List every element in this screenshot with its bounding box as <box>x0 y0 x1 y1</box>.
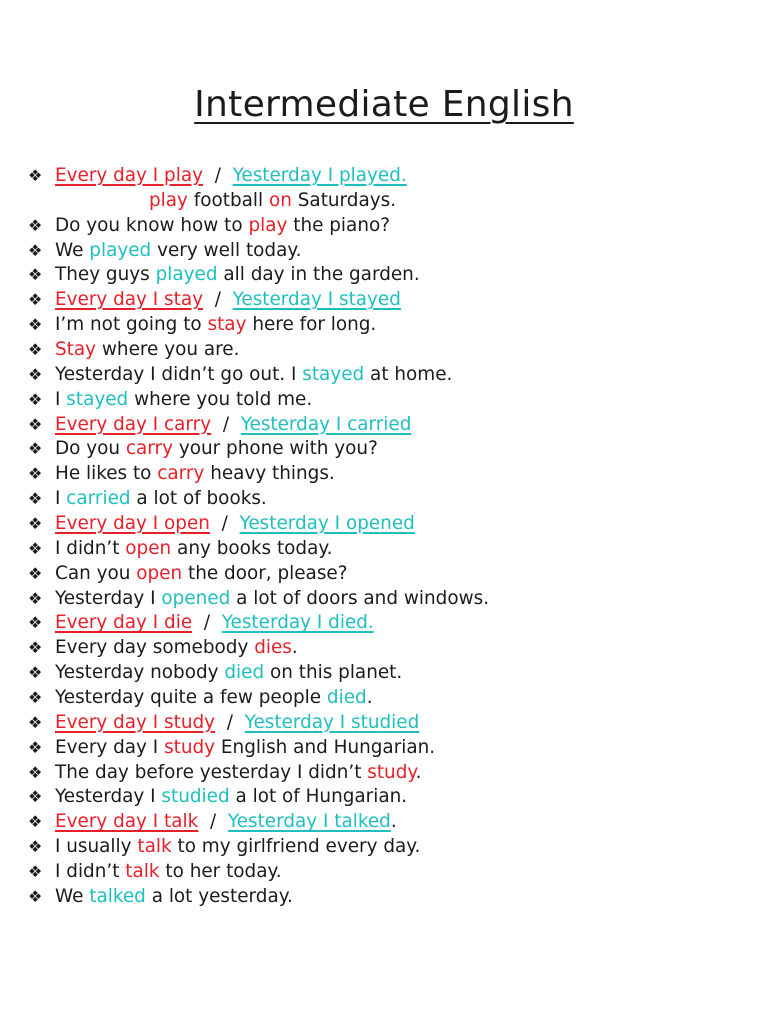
sentence-text <box>55 611 374 636</box>
example-sentence-row <box>28 885 748 910</box>
diamond-bullet-icon: ❖ <box>28 538 43 558</box>
past-verb: Yesterday I stayed <box>232 289 401 311</box>
plain-text: Saturdays. <box>291 189 397 211</box>
example-sentence-row <box>28 736 748 761</box>
plain-text: Every day somebody <box>55 637 255 659</box>
present-verb: Every day I open <box>55 513 210 535</box>
plain-text: a lot yesterday. <box>145 885 293 907</box>
verb-heading-row <box>28 711 748 736</box>
present-verb: Every day I carry <box>55 413 212 435</box>
sentence-text <box>55 487 267 512</box>
sentence-text <box>55 413 411 438</box>
diamond-bullet-icon: ❖ <box>28 613 43 633</box>
plain-text: a lot of doors and windows. <box>230 587 490 609</box>
past-verb: Yesterday I studied <box>244 711 420 733</box>
plain-text: I’m not going to <box>55 314 208 336</box>
example-sentence-row <box>28 363 748 388</box>
present-verb: Every day I study <box>55 711 216 733</box>
plain-text: any books today. <box>171 537 333 559</box>
sentence-text <box>55 885 293 910</box>
plain-text: I didn’t <box>55 537 126 559</box>
verb-heading-row <box>28 512 748 537</box>
past-verb: Yesterday I opened <box>239 513 415 535</box>
example-sentence-row <box>28 785 748 810</box>
sentence-text <box>55 388 312 413</box>
sentence-text <box>55 164 407 189</box>
diamond-bullet-icon: ❖ <box>28 787 43 807</box>
plain-text: Do you <box>55 438 126 460</box>
plain-text: a lot of books. <box>130 488 267 510</box>
sentence-text <box>55 214 390 239</box>
example-sentence-row <box>28 562 748 587</box>
plain-text: Do you know how to <box>55 214 249 236</box>
past-verb: Yesterday I carried <box>240 413 412 435</box>
present-verb: study <box>164 736 216 758</box>
plain-text: . <box>291 637 298 659</box>
plain-text: on this planet. <box>264 662 403 684</box>
plain-text: We <box>55 885 90 907</box>
page-title: Intermediate English <box>194 84 574 125</box>
diamond-bullet-icon: ❖ <box>28 862 43 882</box>
sentence-text <box>55 338 239 363</box>
sentence-text <box>55 810 397 835</box>
sentence-text <box>55 239 302 264</box>
past-verb: opened <box>161 587 231 609</box>
present-verb: dies <box>254 637 292 659</box>
plain-text: Yesterday I <box>55 786 162 808</box>
sentence-text <box>55 437 378 462</box>
diamond-bullet-icon: ❖ <box>28 340 43 360</box>
example-sentence-row <box>28 860 748 885</box>
example-sentence-row <box>28 388 748 413</box>
plain-text: where you are. <box>96 339 240 361</box>
plain-text: Yesterday nobody <box>55 662 225 684</box>
past-verb: Yesterday I talked <box>227 811 391 833</box>
plain-text: to my girlfriend every day. <box>171 836 421 858</box>
plain-text: / <box>198 811 228 833</box>
present-verb: carry <box>125 438 173 460</box>
diamond-bullet-icon: ❖ <box>28 812 43 832</box>
plain-text: all day in the garden. <box>217 264 420 286</box>
plain-text: Can you <box>55 562 137 584</box>
plain-text: English and Hungarian. <box>215 736 436 758</box>
past-verb: died <box>326 687 367 709</box>
plain-text: very well today. <box>151 239 302 261</box>
past-verb: died <box>224 662 265 684</box>
sentence-text <box>55 761 422 786</box>
diamond-bullet-icon: ❖ <box>28 439 43 459</box>
sentence-text <box>55 462 335 487</box>
past-verb: studied <box>161 786 230 808</box>
present-verb: play <box>248 214 288 236</box>
plain-text: heavy things. <box>204 463 335 485</box>
present-verb: open <box>136 562 183 584</box>
past-verb: stayed <box>302 363 365 385</box>
plain-text: He likes to <box>55 463 158 485</box>
past-verb: played <box>155 264 218 286</box>
past-verb: played <box>89 239 152 261</box>
present-verb: play <box>149 189 188 211</box>
plain-text: I didn’t <box>55 861 126 883</box>
verb-heading-row <box>28 413 748 438</box>
diamond-bullet-icon: ❖ <box>28 464 43 484</box>
diamond-bullet-icon: ❖ <box>28 837 43 857</box>
example-sentence-row <box>28 263 748 288</box>
plain-text: here for long. <box>246 314 377 336</box>
sentence-text <box>55 512 415 537</box>
diamond-bullet-icon: ❖ <box>28 166 43 185</box>
plain-text: the door, please? <box>182 562 348 584</box>
present-verb: Every day I stay <box>55 289 203 311</box>
diamond-bullet-icon: ❖ <box>28 588 43 608</box>
present-verb: talk <box>125 861 160 883</box>
present-verb: study <box>367 761 416 783</box>
diamond-bullet-icon: ❖ <box>28 265 43 285</box>
present-verb: on <box>268 189 292 211</box>
plain-text: the piano? <box>287 214 390 236</box>
plain-text: a lot of Hungarian. <box>229 786 408 808</box>
sentence-text <box>55 711 419 736</box>
sentence-list <box>28 164 748 910</box>
example-sentence-row <box>28 462 748 487</box>
verb-heading-row <box>28 810 748 835</box>
plain-text: to her today. <box>159 861 282 883</box>
plain-text: . <box>415 761 422 783</box>
plain-text: where you told me. <box>128 388 313 410</box>
diamond-bullet-icon: ❖ <box>28 514 43 534</box>
example-sentence-row <box>28 537 748 562</box>
diamond-bullet-icon: ❖ <box>28 389 43 409</box>
plain-text: Yesterday I didn’t go out. I <box>55 363 303 385</box>
plain-text: They guys <box>55 264 156 286</box>
plain-text: . <box>366 687 373 709</box>
diamond-bullet-icon: ❖ <box>28 886 43 906</box>
sentence-text <box>55 736 435 761</box>
example-sentence-row <box>28 587 748 612</box>
sentence-text <box>55 785 407 810</box>
plain-text: I usually <box>55 836 138 858</box>
diamond-bullet-icon: ❖ <box>28 315 43 335</box>
present-verb: Every day I play <box>55 165 203 186</box>
present-verb: Every day I die <box>55 612 193 634</box>
past-verb: carried <box>66 488 131 510</box>
sentence-text <box>55 537 332 562</box>
diamond-bullet-icon: ❖ <box>28 563 43 583</box>
plain-text: We <box>55 239 90 261</box>
plain-text: at home. <box>364 363 453 385</box>
example-sentence-row <box>28 661 748 686</box>
example-sentence-row <box>28 338 748 363</box>
verb-heading-row <box>28 611 748 636</box>
diamond-bullet-icon: ❖ <box>28 688 43 708</box>
example-sentence-row <box>28 487 748 512</box>
diamond-bullet-icon: ❖ <box>28 290 43 310</box>
sentence-text <box>55 835 420 860</box>
example-sentence-row <box>28 214 748 239</box>
plain-text: / <box>203 289 233 311</box>
present-verb: stay <box>207 314 247 336</box>
sentence-text <box>55 363 452 388</box>
past-verb: talked <box>89 885 146 907</box>
diamond-bullet-icon: ❖ <box>28 638 43 658</box>
present-verb: talk <box>137 836 172 858</box>
plain-text: I <box>55 488 67 510</box>
example-sentence-row <box>28 835 748 860</box>
diamond-bullet-icon: ❖ <box>28 737 43 757</box>
sentence-text <box>55 636 298 661</box>
sentence-text <box>55 288 401 313</box>
example-sentence-row <box>28 239 748 264</box>
diamond-bullet-icon: ❖ <box>28 240 43 260</box>
diamond-bullet-icon: ❖ <box>28 663 43 683</box>
verb-heading-row <box>28 288 748 313</box>
past-verb: Yesterday I played. <box>232 165 407 186</box>
diamond-bullet-icon: ❖ <box>28 489 43 509</box>
present-verb: Every day I talk <box>55 811 199 833</box>
diamond-bullet-icon: ❖ <box>28 215 43 235</box>
sentence-text <box>55 860 282 885</box>
past-verb: stayed <box>66 388 129 410</box>
plain-text: / <box>209 513 240 535</box>
present-verb: carry <box>157 463 205 485</box>
sentence-text <box>55 313 376 338</box>
plain-text: your phone with you? <box>172 438 378 460</box>
diamond-bullet-icon: ❖ <box>28 364 43 384</box>
example-sentence-row <box>28 437 748 462</box>
example-sentence-row <box>28 686 748 711</box>
plain-text: Every day I <box>55 736 165 758</box>
plain-text: / <box>211 413 241 435</box>
plain-text: football <box>187 189 269 211</box>
diamond-bullet-icon: ❖ <box>28 414 43 434</box>
sentence-text <box>55 661 402 686</box>
verb-heading-row <box>28 164 748 189</box>
sentence-text <box>55 263 420 288</box>
sentence-text <box>55 686 373 711</box>
sentence-text <box>55 562 347 587</box>
plain-text: Yesterday I <box>55 587 162 609</box>
plain-text: . <box>390 811 397 833</box>
example-sentence-row <box>28 313 748 338</box>
plain-text: Yesterday quite a few people <box>55 687 327 709</box>
present-verb: open <box>125 537 172 559</box>
plain-text: / <box>215 711 245 733</box>
diamond-bullet-icon: ❖ <box>28 762 43 782</box>
example-sentence-row <box>28 189 748 214</box>
past-verb: Yesterday I died. <box>221 612 374 634</box>
present-verb: Stay <box>55 339 97 361</box>
example-sentence-row <box>28 636 748 661</box>
sentence-text <box>55 587 489 612</box>
plain-text: The day before yesterday I didn’t <box>55 761 368 783</box>
plain-text: I <box>55 388 67 410</box>
diamond-bullet-icon: ❖ <box>28 712 43 732</box>
plain-text: / <box>192 612 222 634</box>
plain-text: / <box>203 165 233 186</box>
sentence-text <box>149 189 396 214</box>
example-sentence-row <box>28 761 748 786</box>
